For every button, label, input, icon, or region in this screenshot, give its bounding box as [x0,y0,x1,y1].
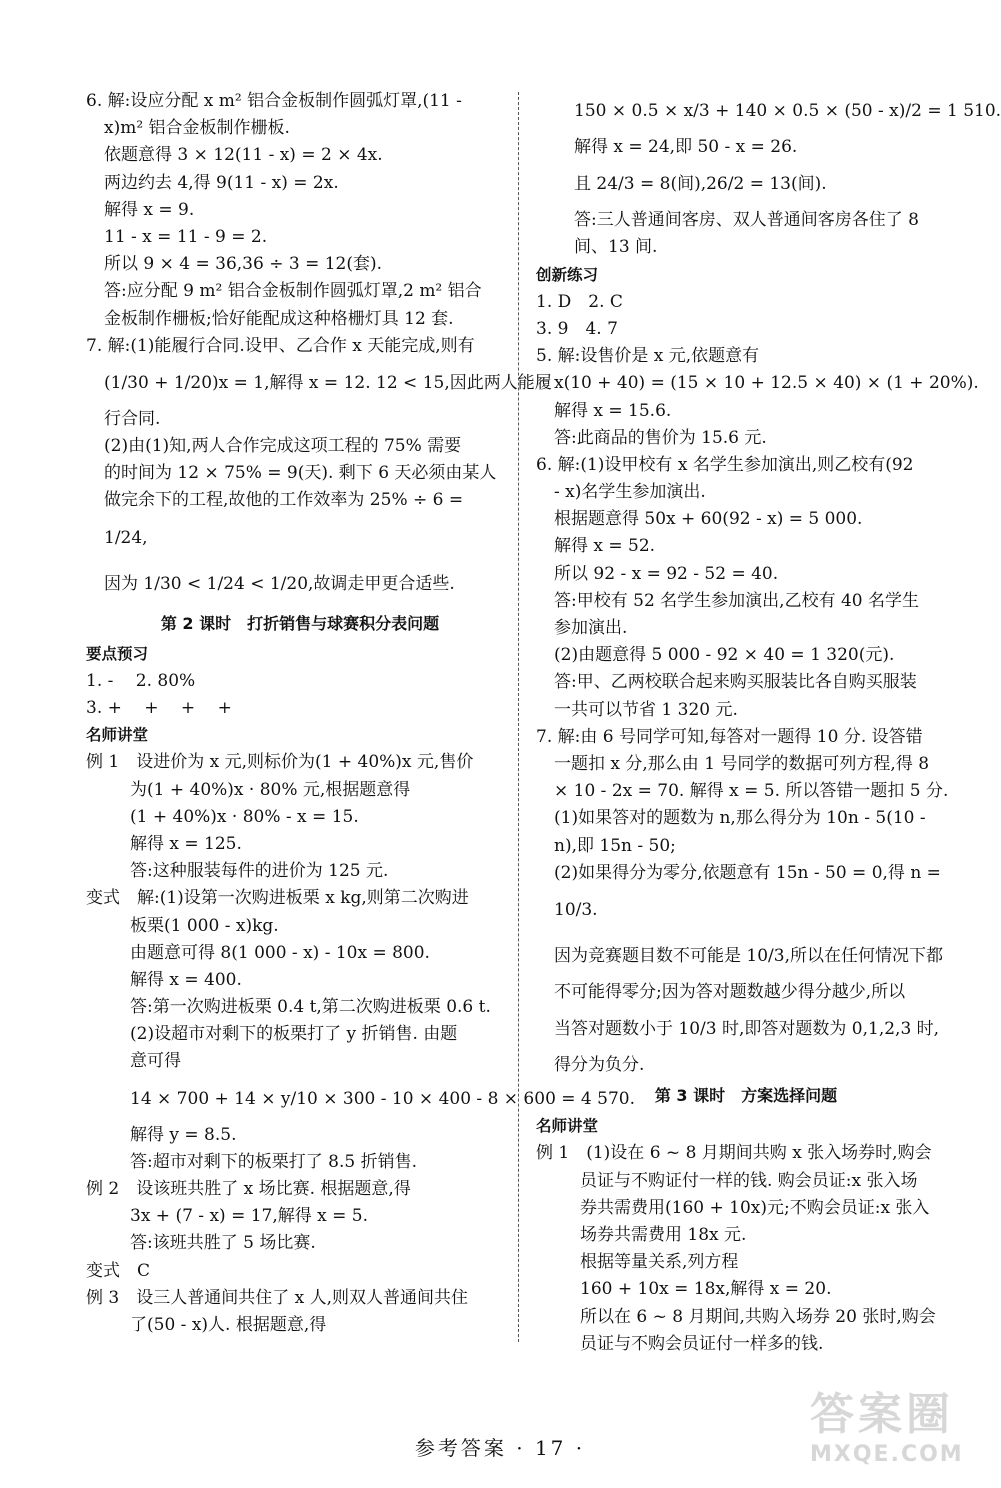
text-line: 答:这种服装每件的进价为 125 元. [130,861,389,882]
text-line: 金板制作栅板;恰好能配成这种格栅灯具 12 套. [104,308,454,329]
text-line: 两边约去 4,得 9(11 - x) = 2x. [104,172,339,193]
text-line: 解得 x = 52. [554,536,656,557]
text-line: 根据题意得 50x + 60(92 - x) = 5 000. [554,509,863,530]
watermark-top: 答案圈 [810,1389,954,1440]
text-line: 员证与不购会员证付一样多的钱. [580,1333,824,1354]
text-line: 一共可以节省 1 320 元. [554,699,738,720]
text-line: 所以 92 - x = 92 - 52 = 40. [554,563,779,584]
text-line: 变式 解:(1)设第一次购进板栗 x kg,则第二次购进 [86,888,469,909]
text-line: 7. 解:由 6 号同学可知,每答对一题得 10 分. 设答错 [536,726,923,747]
text-line: 得分为负分. [554,1055,645,1076]
text-line: 创新练习 [536,265,599,284]
text-line: 解得 x = 400. [130,969,242,990]
text-line: 3x + (7 - x) = 17,解得 x = 5. [130,1206,369,1227]
text-line: 1. - 2. 80% [86,670,196,691]
text-line: n),即 15n - 50; [554,835,676,856]
text-line: 所以 9 × 4 = 36,36 ÷ 3 = 12(套). [104,254,383,275]
text-line: 例 1 设进价为 x 元,则标价为(1 + 40%)x 元,售价 [86,752,474,773]
text-line: 因为 1/30 < 1/24 < 1/20,故调走甲更合适些. [104,573,455,594]
text-line: 例 3 设三人普通间共住了 x 人,则双人普通间共住 [86,1287,469,1308]
text-line: 3. 9 4. 7 [536,318,618,339]
text-line: 依题意得 3 × 12(11 - x) = 2 × 4x. [104,145,383,166]
text-line: 5. 解:设售价是 x 元,依题意有 [536,346,760,367]
text-line: 3. + + + + [86,698,232,718]
text-line: 1. D 2. C [536,291,623,312]
text-line: (2)如果得分为零分,依题意有 15n - 50 = 0,得 n = [554,862,941,883]
text-line: 答:第一次购进板栗 0.4 t,第二次购进板栗 0.6 t. [130,997,491,1018]
text-line: - x)名学生参加演出. [554,482,706,503]
text-line: 解得 x = 9. [104,199,195,220]
text-line: 14 × 700 + 14 × y/10 × 300 - 10 × 400 - 8 × 600 = 4 570. [130,1088,636,1109]
text-line: 员证与不购证付一样的钱. 购会员证:x 张入场 [580,1170,918,1191]
page-footer: 参考答案 · 17 · [414,1436,586,1460]
text-line: 意可得 [130,1051,181,1072]
text-line: 解得 x = 125. [130,833,242,854]
text-line: × 10 - 2x = 70. 解得 x = 5. 所以答错一题扣 5 分. [554,781,949,802]
text-line: 6. 解:设应分配 x m² 铝合金板制作圆弧灯罩,(11 - [86,91,462,111]
text-line: 11 - x = 11 - 9 = 2. [104,226,268,247]
text-line: 1/24, [104,527,148,548]
text-line: 根据等量关系,列方程 [580,1252,739,1273]
text-line: 例 2 设该班共胜了 x 场比赛. 根据题意,得 [86,1179,411,1199]
text-line: 答:该班共胜了 5 场比赛. [130,1233,316,1254]
text-line: 所以在 6 ~ 8 月期间,共购入场券 20 张时,购会 [580,1306,936,1327]
text-line: 由题意可得 8(1 000 - x) - 10x = 800. [130,942,430,963]
text-line: 答:三人普通间客房、双人普通间客房各住了 8 [574,210,919,231]
text-line: 答:应分配 9 m² 铝合金板制作圆弧灯罩,2 m² 铝合 [104,281,482,302]
text-line: (1/30 + 1/20)x = 1,解得 x = 12. 12 < 15,因此两人能履 [104,372,552,393]
text-line: 第 3 课时 方案选择问题 [654,1086,838,1106]
text-line: 10/3. [554,899,598,920]
text-line: (1)如果答对的题数为 n,那么得分为 10n - 5(10 - [554,808,926,829]
text-line: 解得 x = 15.6. [554,400,672,421]
text-line: 解得 y = 8.5. [130,1124,237,1145]
text-line: 一题扣 x 分,那么由 1 号同学的数据可列方程,得 8 [554,753,930,774]
text-line: 当答对题数小于 10/3 时,即答对题数为 0,1,2,3 时, [554,1019,940,1040]
text-line: 行合同. [104,408,161,429]
text-line: 要点预习 [86,644,149,663]
text-line: 名师讲堂 [536,1117,599,1136]
text-line: 不可能得零分;因为答对题数越少得分越少,所以 [554,981,906,1002]
text-line: (1 + 40%)x · 80% - x = 15. [130,806,359,827]
text-line: 做完余下的工程,故他的工作效率为 25% ÷ 6 = [104,490,464,511]
text-line: 150 × 0.5 × x/3 + 140 × 0.5 × (50 - x)/2 = 1 510. [574,101,1001,121]
text-line: (2)由题意得 5 000 - 92 × 40 = 1 320(元). [554,645,895,666]
text-line: 场券共需费用 18x 元. [580,1225,747,1245]
text-line: 变式 C [86,1260,151,1281]
text-line: 因为竞赛题目数不可能是 10/3,所以在任何情况下都 [554,945,943,966]
watermark-bottom: MXQE.COM [810,1442,964,1467]
text-line: 板栗(1 000 - x)kg. [130,915,279,936]
text-line: 答:甲校有 52 名学生参加演出,乙校有 40 名学生 [554,590,920,611]
text-line: 答:此商品的售价为 15.6 元. [554,427,767,448]
text-line: 解得 x = 24,即 50 - x = 26. [574,137,798,157]
text-line: 为(1 + 40%)x · 80% 元,根据题意得 [130,779,411,800]
text-line: 名师讲堂 [86,726,149,745]
text-line: 券共需费用(160 + 10x)元;不购会员证:x 张入 [580,1197,930,1218]
text-line: 了(50 - x)人. 根据题意,得 [130,1314,327,1335]
text-line: x)m² 铝合金板制作栅板. [104,118,290,139]
text-line: x(10 + 40) = (15 × 10 + 12.5 × 40) × (1 + 20%). [554,373,979,394]
text-line: 第 2 课时 打折销售与球赛积分表问题 [160,613,440,633]
right-column [536,88,1001,1358]
text-line: 且 24/3 = 8(间),26/2 = 13(间). [574,174,827,195]
text-line: 160 + 10x = 18x,解得 x = 20. [580,1279,832,1300]
watermark-logo [810,1378,980,1468]
text-line: 答:甲、乙两校联合起来购买服装比各自购买服装 [554,672,917,693]
text-line: 6. 解:(1)设甲校有 x 名学生参加演出,则乙校有(92 [536,454,914,475]
text-line: 间、13 间. [574,237,658,258]
text-line: 参加演出. [554,618,628,638]
text-line: 例 1 (1)设在 6 ~ 8 月期间共购 x 张入场券时,购会 [536,1143,932,1164]
text-line: 答:超市对剩下的板栗打了 8.5 折销售. [130,1151,417,1172]
text-line: 7. 解:(1)能履行合同.设甲、乙合作 x 天能完成,则有 [86,335,475,356]
text-line: (2)设超市对剩下的板栗打了 y 折销售. 由题 [130,1024,458,1045]
text-line: (2)由(1)知,两人合作完成这项工程的 75% 需要 [104,436,462,457]
text-line: 的时间为 12 × 75% = 9(天). 剩下 6 天必须由某人 [104,463,497,484]
column-divider [518,92,519,1342]
